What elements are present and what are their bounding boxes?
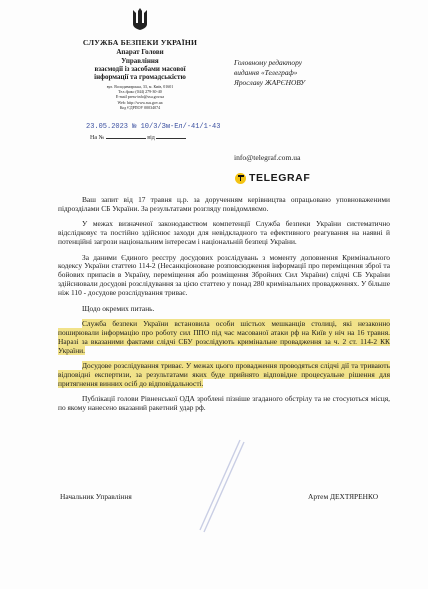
telegraf-t-icon <box>235 173 246 184</box>
recipient-block <box>234 58 394 88</box>
paragraph-highlighted <box>58 320 390 356</box>
paragraph: За даними Єдиного реєстру досудових розслідувань з моменту доповнення Кримінального кодексу України статтею 114-2 (Несанкціоноване розповсюдження інформації про переміщення зброї та бойових припасів в Україну, переміщення або розміщення Збройних Сил України) слідчі СБ України здійснювали досудові розслідування за цією статтею у понад 280 кримінальних провадженнях. У більше ніж 110 - досудове розслідування триває. <box>58 252 390 298</box>
telegraf-logo-text: TELEGRAF <box>249 172 311 184</box>
letter-body <box>58 196 390 420</box>
web-line: Web: http://www.ssu.gov.ua <box>117 99 163 105</box>
email-line: E-mail press-info@ssu.gov.ua <box>115 94 165 100</box>
stamp-watermark-icon <box>190 430 250 540</box>
unit-name <box>40 57 240 81</box>
address-line: вул. Володимирська, 33, м. Київ, 01601 <box>106 84 174 89</box>
handwritten-registration: 23.05.2023 № 10/3/Зм-Ел/-41/1-43 <box>86 123 221 131</box>
unit-line: інформації та громадськістю <box>94 73 186 81</box>
highlighted-text: Досудове розслідування триває. У межах цього провадження проводяться слідчі дії та тривають відповідні експертизи, за результатами яких буде прийнято відповідне процесуальне рішення для притягнення винних осіб до відповідальності. <box>58 361 390 388</box>
paragraph: Щодо окремих питань. <box>82 303 155 313</box>
highlighted-text: Служба безпеки України встановила особи шістьох мешканців столиці, які незаконно поширювали інформацію про роботу сил ППО під час масованої атаки рф на Київ у ніч на 16 травня. Наразі за вказаними фактами слідчі СБУ розслідують кримінальне провадження за ч. 2 ст. 114-2 КК України. <box>58 318 390 355</box>
recipient-line: Головному редактору <box>234 58 302 67</box>
paragraph-highlighted <box>58 362 390 389</box>
paragraph: Ваш запит від 17 травня ц.р. за дорученням керівництва опрацьовано уповноваженими підрозділами СБ України. За результатами розгляду повідомляємо. <box>58 195 390 213</box>
trident-emblem-icon <box>131 8 149 32</box>
recipient-line: видання «Телеграф» <box>234 68 298 77</box>
paragraph: У межах визначеної законодавством компетенції Служба безпеки України систематично відслідковує та постійно здійснює заходи для невідкладного та ефективного реагування на наявні й потенційні загрози національним інтересам і національній безпеці України. <box>58 219 390 247</box>
recipient-email: info@telegraf.com.ua <box>234 153 301 162</box>
letterhead <box>40 38 240 110</box>
number-prefix: На № <box>90 135 105 141</box>
telegraf-logo <box>235 172 310 184</box>
unit-line: взаємодії із засобами масової <box>94 65 186 73</box>
edrpou-line: Код ЄДРПОУ 00034074 <box>119 104 161 110</box>
department-name: Апарат Голови <box>116 48 164 56</box>
signatory-name: Артем ДЕХТЯРЕНКО <box>308 492 379 501</box>
recipient-line: Ярославу ЖАРЄНОВУ <box>234 78 306 87</box>
paragraph: Публікації голови Рівненської ОДА зроблені пізніше згаданого обстрілу та не стосуються місця, по якому нанесено вказаний ракетний удар рф. <box>58 394 390 413</box>
signatory-position: Начальник Управління <box>60 492 132 501</box>
organization-name: СЛУЖБА БЕЗПЕКИ УКРАЇНИ <box>82 38 198 47</box>
phone-line: Тел./факс (044) 279-30-40 <box>118 89 162 95</box>
reference-line <box>90 135 186 141</box>
unit-line: Управління <box>121 57 159 65</box>
date-prefix: від <box>147 135 155 141</box>
contact-block <box>40 84 240 110</box>
